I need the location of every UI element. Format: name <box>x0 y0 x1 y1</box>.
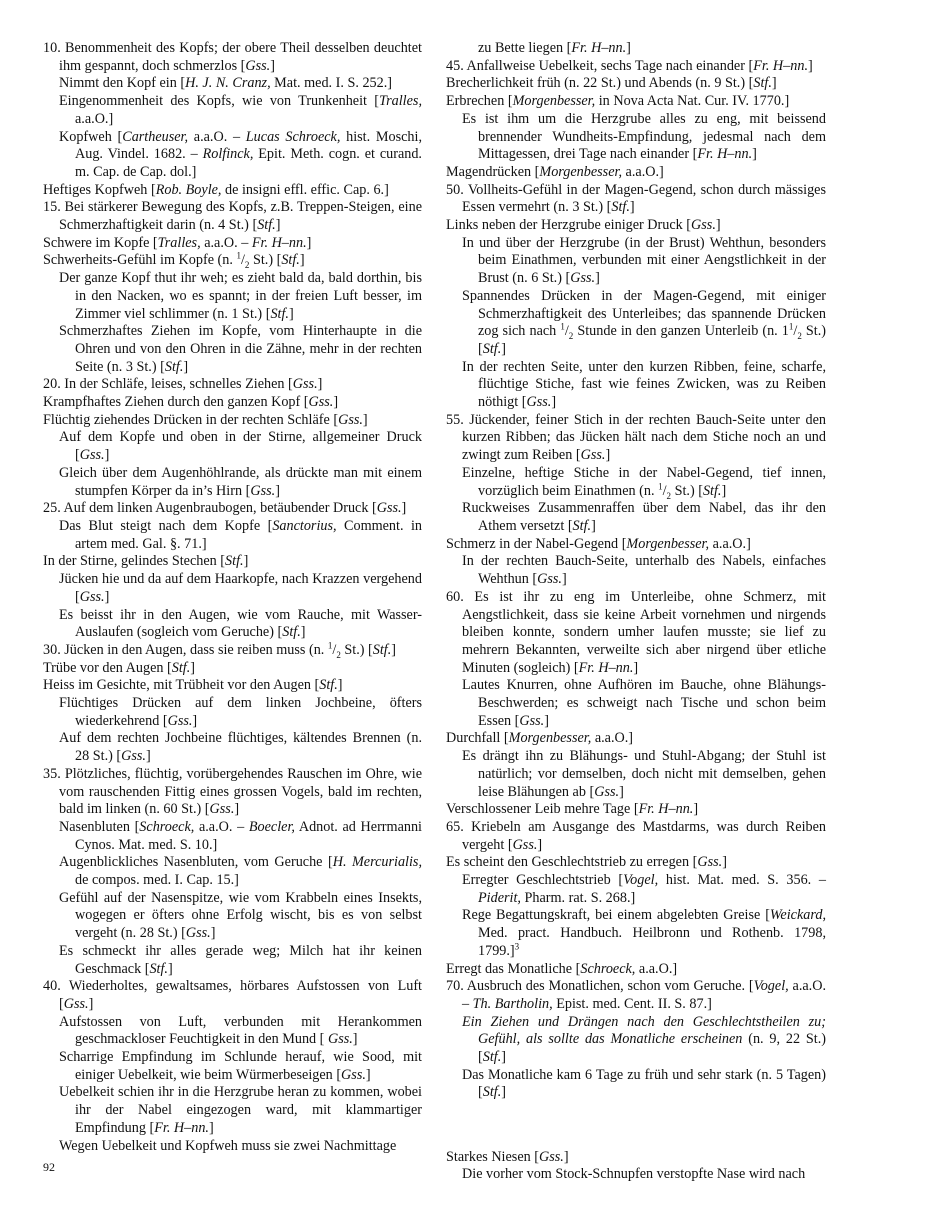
symptom-entry: zu Bette liegen [Fr. H–nn.] <box>478 40 631 56</box>
symptom-entry: Es drängt ihn zu Blähungs- und Stuhl-Abgang; der Stuhl ist natürlich; vor demselben, doch nicht mit demselben, gehen leise Blähungen ab [Gss.] <box>462 748 826 800</box>
symptom-entry: 10. Benommenheit des Kopfs; der obere Theil desselben deuchtet ihm gespannt, doch schmerzlos [Gss.] <box>43 40 422 74</box>
symptom-entry: 70. Ausbruch des Monatlichen, schon vom Geruche. [Vogel, a.a.O. – Th. Bartholin, Epist. med. Cent. II. S. 87.] <box>446 978 826 1012</box>
symptom-entry: Schwere im Kopfe [Tralles, a.a.O. – Fr. H–nn.] <box>43 234 312 251</box>
symptom-entry: Krampfhaftes Ziehen durch den ganzen Kopf [Gss.] <box>43 394 339 411</box>
right-column <box>446 40 826 1184</box>
symptom-entry: Lautes Knurren, ohne Aufhören im Bauche, ohne Blähungs-Beschwerden; es schweigt nach Tische und schon beim Essen [Gss.] <box>462 677 826 729</box>
symptom-entry: Eingenommenheit des Kopfs, wie von Trunkenheit [Tralles, a.a.O.] <box>59 93 422 127</box>
symptom-entry: 60. Es ist ihr zu eng im Unterleibe, ohne Schmerz, mit Aengstlichkeit, dass sie keine Arbeit vornehmen und nirgends bleiben konnte, sondern umher laufen musste; sie lief zu mehrern Bekannten, verweilte sich aber nirgend über etliche Minuten (sogleich) [Fr. H–nn.] <box>446 588 826 676</box>
symptom-entry: 35. Plötzliches, flüchtig, vorübergehendes Rauschen im Ohre, wie vom rauschenden Fittig eines grossen Vogels, bald im rechten, bald im linken (n. 60 St.) [Gss.] <box>43 765 422 818</box>
symptom-entry: Auf dem rechten Jochbeine flüchtiges, kältendes Brennen (n. 28 St.) [Gss.] <box>59 730 422 765</box>
symptom-entry: Wegen Uebelkeit und Kopfweh muss sie zwei Nachmittage <box>59 1137 397 1154</box>
symptom-entry: Nimmt den Kopf ein [H. J. N. Cranz, Mat. med. I. S. 252.] <box>59 75 392 92</box>
symptom-entry: Augenblickliches Nasenbluten, vom Geruche [H. Mercurialis, de compos. med. I. Cap. 15.] <box>59 854 422 889</box>
blank-line <box>446 1116 826 1134</box>
symptom-entry: Es scheint den Geschlechtstrieb zu erregen [Gss.] <box>446 854 727 871</box>
symptom-entry: Das Monatliche kam 6 Tage zu früh und sehr stark (n. 5 Tagen) [Stf.] <box>462 1066 826 1101</box>
symptom-entry: Flüchtiges Drücken auf dem linken Jochbeine, öfters wiederkehrend [Gss.] <box>59 695 422 729</box>
symptom-entry: Schwerheits-Gefühl im Kopfe (n. $^1/_2$ St.) [Stf.] <box>43 250 305 271</box>
symptom-entry: 15. Bei stärkerer Bewegung des Kopfs, z.B. Treppen-Steigen, eine Schmerzhaftigkeit darin (n. 4 St.) [Stf.] <box>43 199 422 234</box>
symptom-entry: In der Stirne, gelindes Stechen [Stf.] <box>43 553 249 570</box>
symptom-entry: Verschlossener Leib mehre Tage [Fr. H–nn.] <box>446 801 699 818</box>
symptom-entry: Brecherlichkeit früh (n. 22 St.) und Abends (n. 9 St.) [Stf.] <box>446 75 777 92</box>
symptom-entry: Rege Begattungskraft, bei einem abgelebten Greise [Weickard, Med. pract. Handbuch. Heilbronn und Rothenb. 1798, 1799.]$^3$ <box>462 907 826 959</box>
symptom-entry: Uebelkeit schien ihr in die Herzgrube heran zu kommen, wobei ihr der Nabel eingezogen ward, mit klammartiger Empfindung [Fr. H–nn.] <box>59 1084 422 1136</box>
symptom-entry: Ruckweises Zusammenraffen über dem Nabel, das ihr den Athem versetzt [Stf.] <box>462 500 826 534</box>
symptom-entry: Gleich über dem Augenhöhlrande, als drückte man mit einem stumpfen Körper da in’s Hirn [Gss.] <box>59 464 422 499</box>
symptom-entry: Ein Ziehen und Drängen nach den Geschlechtstheilen zu; Gefühl, als sollte das Monatliche erscheinen (n. 9, 22 St.) [Stf.] <box>462 1013 827 1066</box>
symptom-entry: Magendrücken [Morgenbesser, a.a.O.] <box>446 163 664 180</box>
symptom-entry: Schmerz in der Nabel-Gegend [Morgenbesser, a.a.O.] <box>446 535 751 552</box>
symptom-entry: Das Blut steigt nach dem Kopfe [Sanctorius, Comment. in artem med. Gal. §. 71.] <box>59 517 422 552</box>
symptom-entry: Einzelne, heftige Stiche in der Nabel-Gegend, tief innen, vorzüglich beim Einathmen (n. $^1/_2$ St.) [Stf.] <box>462 464 826 501</box>
symptom-entry: In der rechten Seite, unter den kurzen Ribben, feine, scharfe, flüchtige Stiche, fast wie feines Zwicken, was zu Reiben nöthigt [Gss.] <box>462 358 826 411</box>
symptom-entry: Kopfweh [Cartheuser, a.a.O. – Lucas Schroeck, hist. Moschi, Aug. Vindel. 1682. – Rolfinck, Epit. Meth. cogn. et curand. m. Cap. de Cap. dol.] <box>59 128 422 180</box>
symptom-entry: Scharrige Empfindung im Schlunde herauf, wie Sood, mit einiger Uebelkeit, wie beim Würmerbeseigen [Gss.] <box>59 1049 422 1083</box>
symptom-entry: Es schmeckt ihr alles gerade weg; Milch hat ihr keinen Geschmack [Stf.] <box>59 942 422 977</box>
symptom-entry: Trübe vor den Augen [Stf.] <box>43 659 195 676</box>
symptom-entry: Auf dem Kopfe und oben in der Stirne, allgemeiner Druck [Gss.] <box>59 429 422 464</box>
symptom-entry: Aufstossen von Luft, verbunden mit Herankommen geschmackloser Feuchtigkeit in den Mund [ Gss.] <box>59 1013 422 1048</box>
page-number: 92 <box>43 1160 55 1174</box>
symptom-entry: 65. Kriebeln am Ausgange des Mastdarms, was durch Reiben vergeht [Gss.] <box>446 818 826 853</box>
symptom-entry: In und über der Herzgrube (in der Brust) Wehthun, besonders beim Einathmen, verbunden mit einer Aengstlichkeit in der Brust (n. 6 St.) [Gss.] <box>462 234 826 287</box>
symptom-entry: Gefühl auf der Nasenspitze, wie vom Krabbeln eines Insekts, wogegen er öfters ohne Erfolg wischt, bis es von selbst vergeht (n. 28 St.) [Gss.] <box>59 889 422 942</box>
symptom-entry: Heftiges Kopfweh [Rob. Boyle, de insigni effl. effic. Cap. 6.] <box>43 181 389 198</box>
symptom-entry: Durchfall [Morgenbesser, a.a.O.] <box>446 730 634 747</box>
symptom-entry: Der ganze Kopf thut ihr weh; es zieht bald da, bald dorthin, bis in den Nacken, wo es spannt; in der freien Luft besser, im Zimmer viel schlimmer (n. 1 St.) [Stf.] <box>59 270 422 322</box>
symptom-entry: Heiss im Gesichte, mit Trübheit vor den Augen [Stf.] <box>43 677 343 694</box>
symptom-entry: Nasenbluten [Schroeck, a.a.O. – Boecler, Adnot. ad Herrmanni Cynos. Mat. med. S. 10.] <box>59 818 422 853</box>
symptom-entry: Erbrechen [Morgenbesser, in Nova Acta Nat. Cur. IV. 1770.] <box>446 93 790 110</box>
symptom-entry: 40. Wiederholtes, gewaltsames, hörbares Aufstossen von Luft [Gss.] <box>43 978 422 1012</box>
symptom-entry: Starkes Niesen [Gss.] <box>446 1148 569 1165</box>
symptom-entry: Erregt das Monatliche [Schroeck, a.a.O.] <box>446 960 678 977</box>
symptom-entry: Flüchtig ziehendes Drücken in der rechten Schläfe [Gss.] <box>43 411 368 428</box>
symptom-entry: 45. Anfallweise Uebelkeit, sechs Tage nach einander [Fr. H–nn.] <box>446 57 813 74</box>
symptom-entry: 30. Jücken in den Augen, dass sie reiben muss (n. $^1/_2$ St.) [Stf.] <box>43 640 397 660</box>
symptom-entry: Jücken hie und da auf dem Haarkopfe, nach Krazzen vergehend [Gss.] <box>59 571 422 605</box>
symptom-entry: Links neben der Herzgrube einiger Druck [Gss.] <box>446 217 721 234</box>
symptom-entry: Schmerzhaftes Ziehen im Kopfe, vom Hinterhaupte in die Ohren und von den Ohren in die Zähne, mehr in der rechten Seite (n. 3 St.) [Stf.] <box>59 323 422 375</box>
symptom-entry: Spannendes Drücken in der Magen-Gegend, mit einiger Schmerzhaftigkeit des Unterleibes; das spannende Drücken zog sich nach $^1/_2$ Stunde in den ganzen Unterleib (n. $1^1/_2$ St.) [Stf.] <box>462 287 827 357</box>
symptom-entry: Es beisst ihr in den Augen, wie vom Rauche, mit Wasser-Auslaufen (sogleich vom Geruche) [Stf.] <box>59 606 422 641</box>
symptom-entry: 50. Vollheits-Gefühl in der Magen-Gegend, schon durch mässiges Essen vermehrt (n. 3 St.) [Stf.] <box>446 181 826 216</box>
symptom-entry: 55. Jückender, feiner Stich in der rechten Bauch-Seite unter den kurzen Ribben; das Jücken hält nach dem Stiche noch an und zwingt zum Reiben [Gss.] <box>446 411 826 464</box>
symptom-entry: 20. In der Schläfe, leises, schnelles Ziehen [Gss.] <box>43 376 323 393</box>
symptom-entry: Die vorher vom Stock-Schnupfen verstopfte Nase wird nach <box>462 1166 806 1183</box>
symptom-entry: 25. Auf dem linken Augenbraubogen, betäubender Druck [Gss.] <box>43 500 407 517</box>
symptom-entry: Erregter Geschlechtstrieb [Vogel, hist. Mat. med. S. 356. – Piderit, Pharm. rat. S. 268.] <box>462 872 826 906</box>
left-column <box>43 40 422 1155</box>
symptom-entry: In der rechten Bauch-Seite, unterhalb des Nabels, einfaches Wehthun [Gss.] <box>462 553 826 588</box>
symptom-entry: Es ist ihm um die Herzgrube alles zu eng, mit beissend brennender Wundheits-Empfindung, jedesmal nach dem Mittagessen, drei Tage nach einander [Fr. H–nn.] <box>462 110 826 163</box>
